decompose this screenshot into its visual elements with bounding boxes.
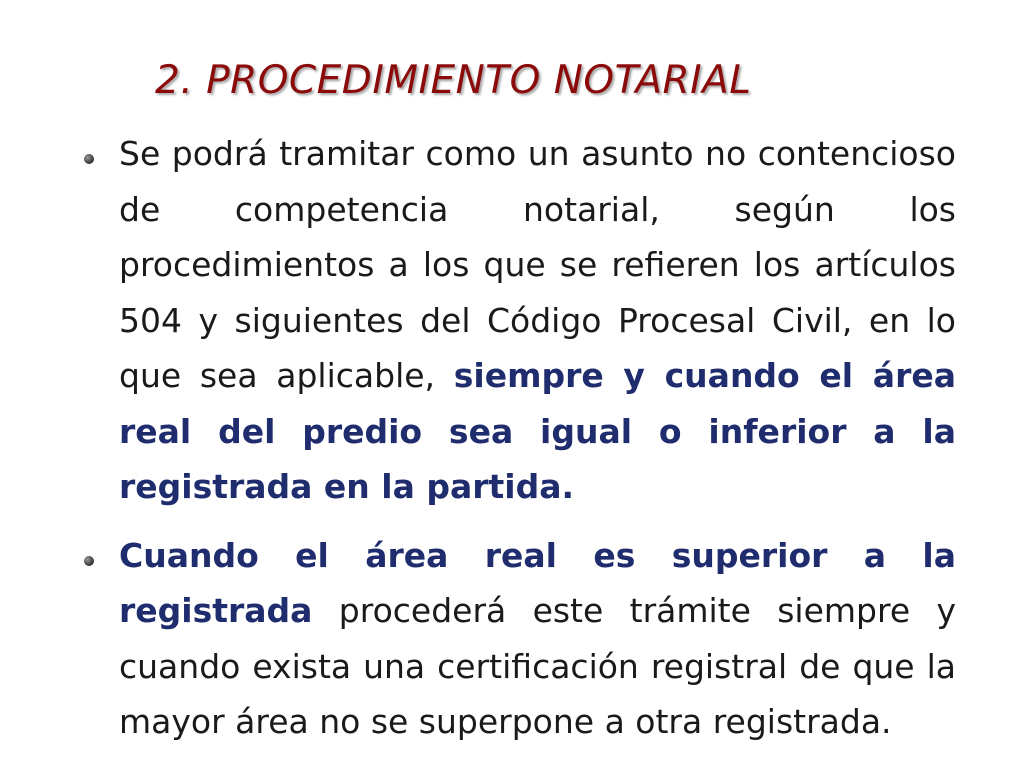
bullet-text-highlight: Cuando el área real es superior a la registrada	[119, 535, 956, 630]
bullet-text	[119, 126, 956, 515]
bullet-text	[119, 528, 956, 750]
bullet-icon	[84, 556, 94, 566]
bullet-list	[70, 126, 956, 763]
bullet-icon	[84, 154, 94, 164]
bullet-text-plain: Se podrá tramitar como un asunto no contencioso de competencia notarial, según los procedimientos a los que se refieren los artículos 504 y siguientes del Código Procesal Civil, en lo que sea aplicable,	[119, 134, 956, 395]
slide-title: 2. PROCEDIMIENTO NOTARIAL	[155, 58, 752, 103]
bullet-text-plain-after: procederá este trámite siempre y cuando exista una certificación registral de que la mayor área no se superpone a otra registrada.	[119, 591, 956, 741]
bullet-item	[70, 528, 956, 750]
bullet-text-highlight: siempre y cuando el área real del predio sea igual o inferior a la registrada en la partida.	[119, 356, 956, 506]
bullet-item	[70, 126, 956, 515]
